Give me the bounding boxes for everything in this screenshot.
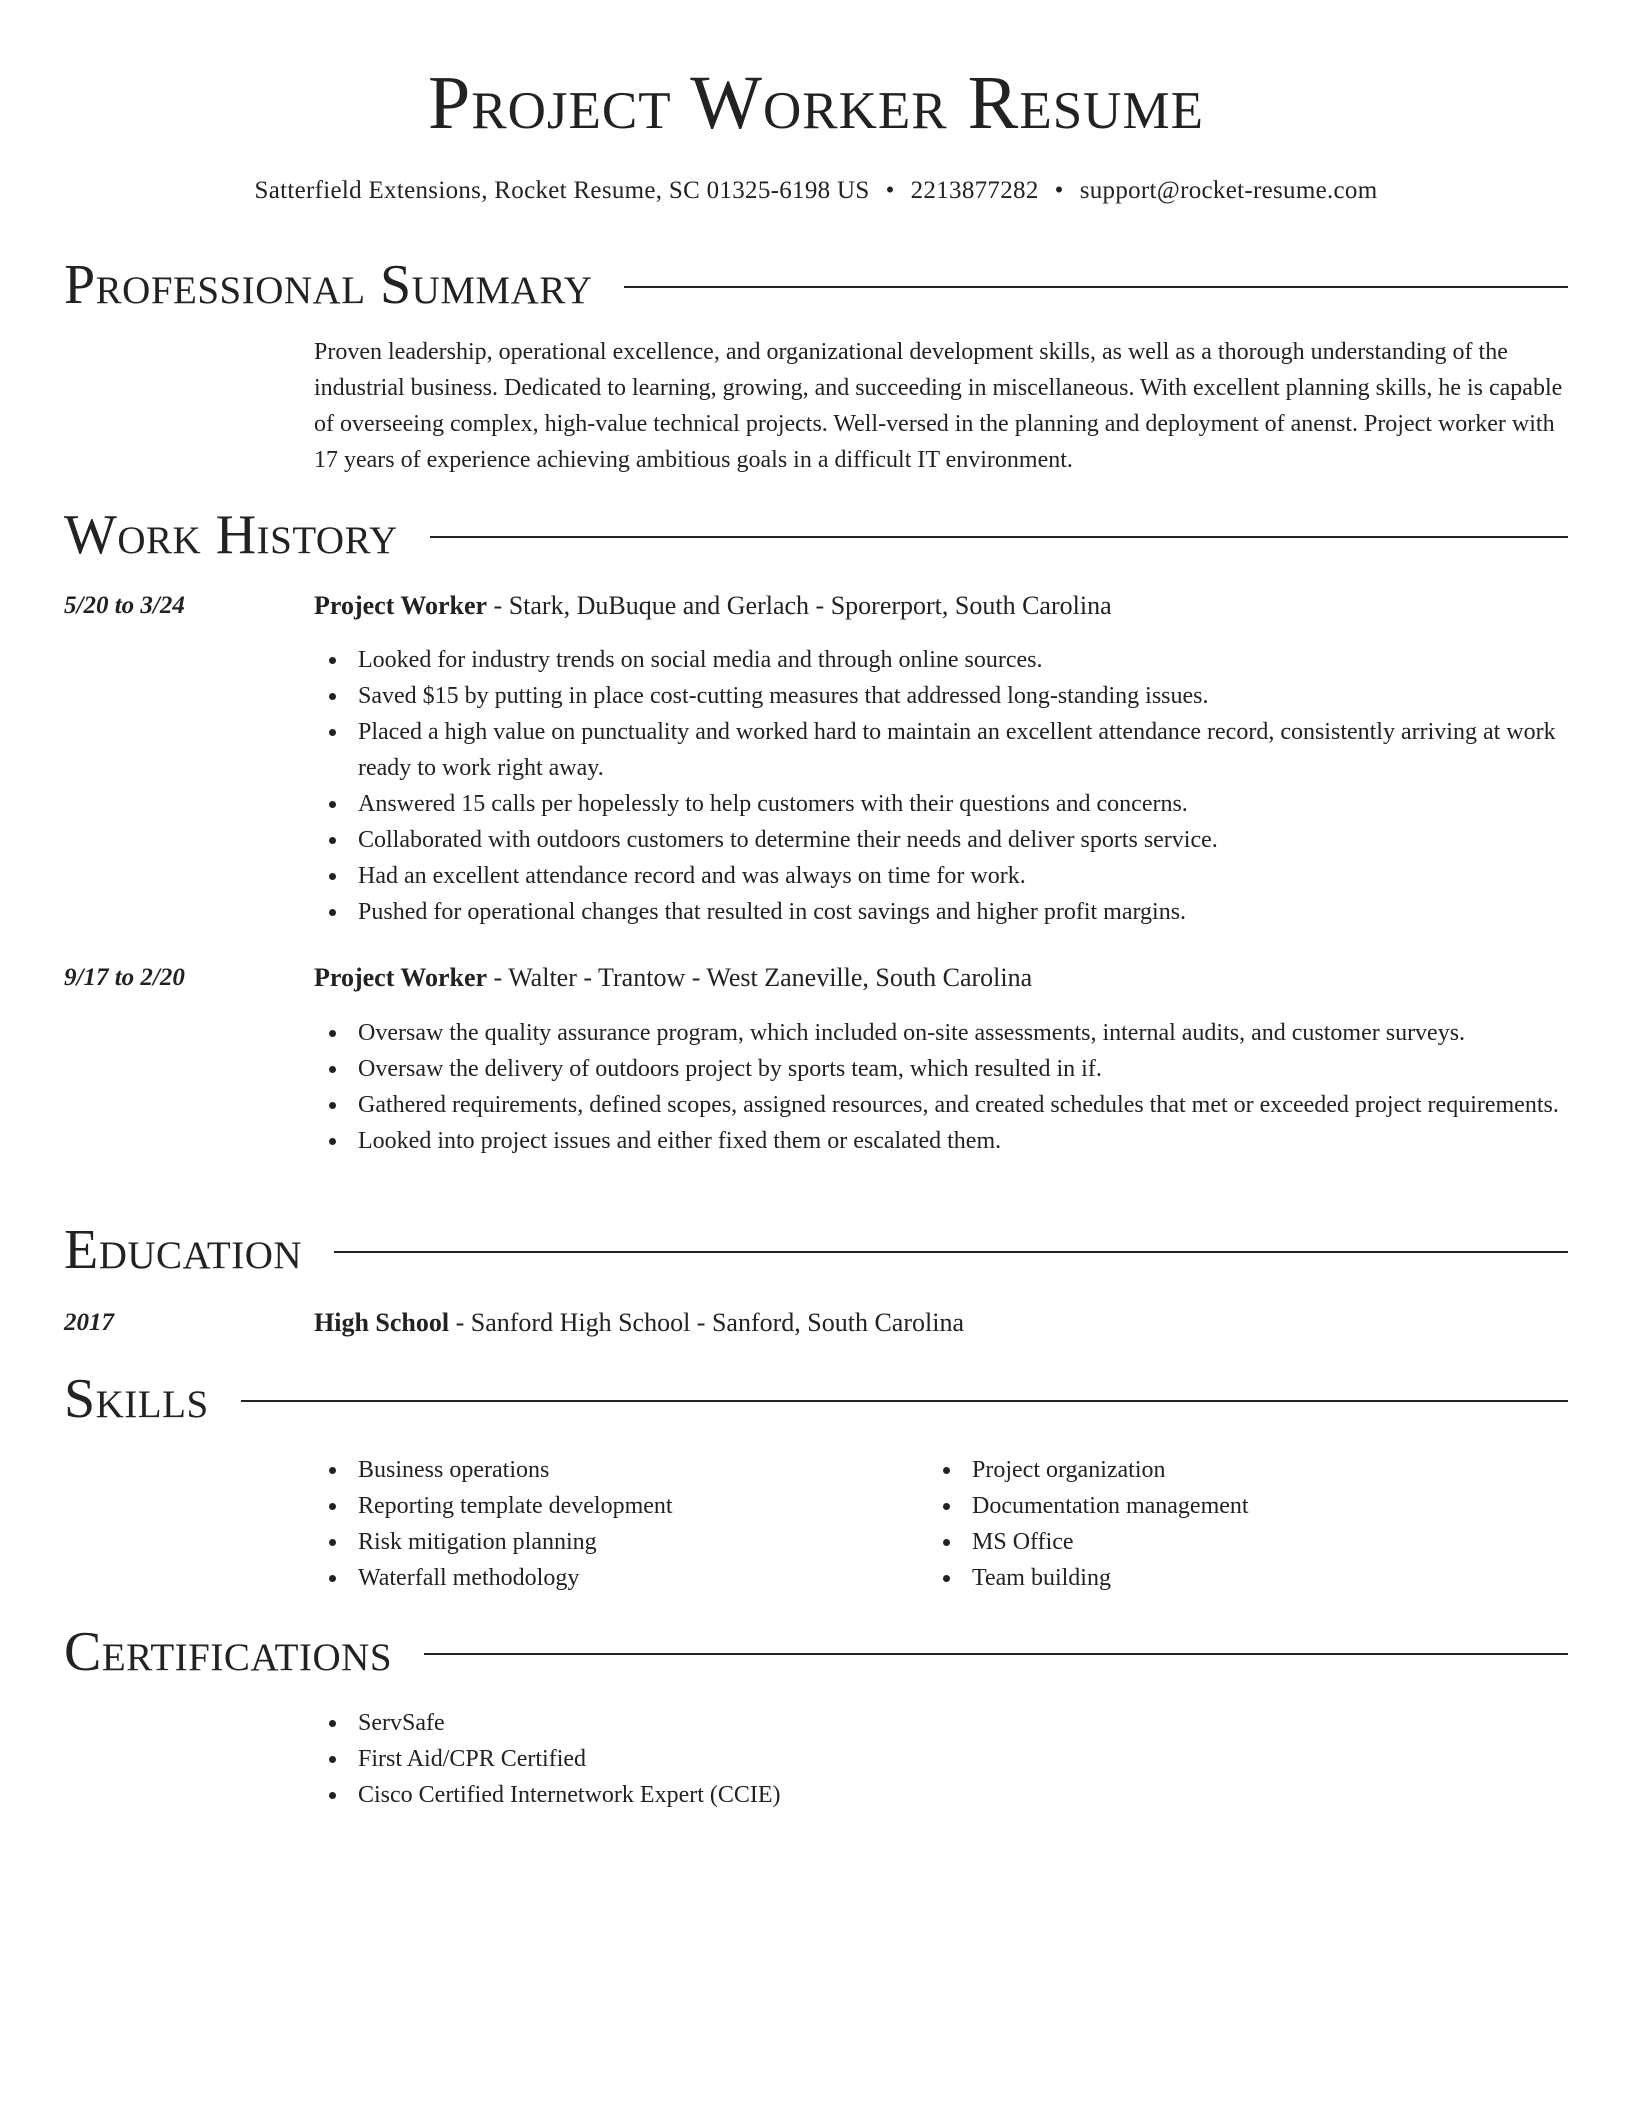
- skill-item: MS Office: [972, 1524, 1632, 1560]
- section-divider: [334, 1251, 1568, 1253]
- education-year: 2017: [64, 1309, 114, 1336]
- section-heading-education: [64, 1215, 1568, 1285]
- certification-item: ServSafe: [358, 1705, 1612, 1741]
- job-dates: 5/20 to 3/24: [64, 592, 185, 619]
- job-heading: [314, 960, 1568, 996]
- resume-title: Project Worker Resume: [428, 61, 1204, 145]
- job-bullet: Oversaw the delivery of outdoors project by sports team, which resulted in if.: [358, 1051, 1612, 1087]
- section-heading-summary: [64, 250, 1568, 320]
- skill-item: Reporting template development: [358, 1488, 1612, 1524]
- section-heading-skills: [64, 1364, 1568, 1434]
- certifications-list: [314, 1705, 1612, 1813]
- job-bullet: Looked for industry trends on social media and through online sources.: [358, 642, 1612, 678]
- job-title: Project Worker: [314, 591, 488, 620]
- job-bullet: Gathered requirements, defined scopes, assigned resources, and created schedules that met or exceeded project requirements.: [358, 1087, 1612, 1123]
- section-divider: [430, 536, 1568, 538]
- job-details: - Stark, DuBuque and Gerlach - Sporerport, South Carolina: [487, 591, 1112, 620]
- summary-text: Proven leadership, operational excellence, and organizational development skills, as well as a thorough understanding of the industrial business. Dedicated to learning, growing, and succeeding in miscellaneous. With excellent planning skills, he is capable of overseeing complex, high-value technical projects. Well-versed in the planning and deployment of anenst. Project worker with 17 years of experience achieving ambitious goals in a difficult IT environment.: [314, 339, 1563, 473]
- job-heading: [314, 588, 1568, 624]
- job-bullet: Pushed for operational changes that resulted in cost savings and higher profit margins.: [358, 894, 1612, 930]
- education-degree: High School: [314, 1308, 450, 1337]
- section-heading-certifications: [64, 1617, 1568, 1687]
- skill-item: Waterfall methodology: [358, 1560, 1612, 1596]
- section-heading-label: Skills: [64, 1368, 209, 1430]
- job-details: - Walter - Trantow - West Zaneville, South Carolina: [487, 963, 1033, 992]
- skill-item: Project organization: [972, 1452, 1632, 1488]
- education-heading: [314, 1305, 1568, 1341]
- contact-separator: •: [885, 177, 895, 204]
- contact-email: support@rocket-resume.com: [1079, 177, 1378, 204]
- section-divider: [424, 1653, 1568, 1655]
- education-details: - Sanford High School - Sanford, South Carolina: [449, 1308, 964, 1337]
- job-bullets: [314, 642, 1612, 930]
- job-bullet: Collaborated with outdoors customers to determine their needs and deliver sports service.: [358, 822, 1612, 858]
- section-divider: [624, 286, 1568, 288]
- section-heading-label: Education: [64, 1219, 303, 1281]
- section-heading-work-history: [64, 500, 1568, 570]
- job-dates: 9/17 to 2/20: [64, 964, 185, 991]
- section-divider: [241, 1400, 1568, 1402]
- skill-item: Risk mitigation planning: [358, 1524, 1612, 1560]
- certification-item: First Aid/CPR Certified: [358, 1741, 1612, 1777]
- contact-separator: •: [1054, 177, 1064, 204]
- skill-item: Business operations: [358, 1452, 1612, 1488]
- contact-phone: 2213877282: [910, 177, 1039, 204]
- section-heading-label: Certifications: [64, 1621, 393, 1683]
- job-title: Project Worker: [314, 963, 488, 992]
- section-heading-label: Professional Summary: [64, 254, 593, 316]
- job-bullet: Oversaw the quality assurance program, which included on-site assessments, internal audits, and customer surveys.: [358, 1015, 1612, 1051]
- job-bullet: Looked into project issues and either fixed them or escalated them.: [358, 1123, 1612, 1159]
- contact-address: Satterfield Extensions, Rocket Resume, SC 01325-6198 US: [254, 177, 870, 204]
- job-bullet: Had an excellent attendance record and was always on time for work.: [358, 858, 1612, 894]
- job-bullet: Placed a high value on punctuality and worked hard to maintain an excellent attendance record, consistently arriving at work ready to work right away.: [358, 714, 1612, 786]
- job-bullet: Saved $15 by putting in place cost-cutting measures that addressed long-standing issues.: [358, 678, 1612, 714]
- certification-item: Cisco Certified Internetwork Expert (CCIE): [358, 1777, 1612, 1813]
- section-heading-label: Work History: [64, 504, 398, 566]
- contact-line: [0, 174, 1632, 208]
- job-bullet: Answered 15 calls per hopelessly to help customers with their questions and concerns.: [358, 786, 1612, 822]
- job-bullets: [314, 1015, 1612, 1159]
- skills-list-right: [928, 1452, 1632, 1596]
- skill-item: Team building: [972, 1560, 1632, 1596]
- skill-item: Documentation management: [972, 1488, 1632, 1524]
